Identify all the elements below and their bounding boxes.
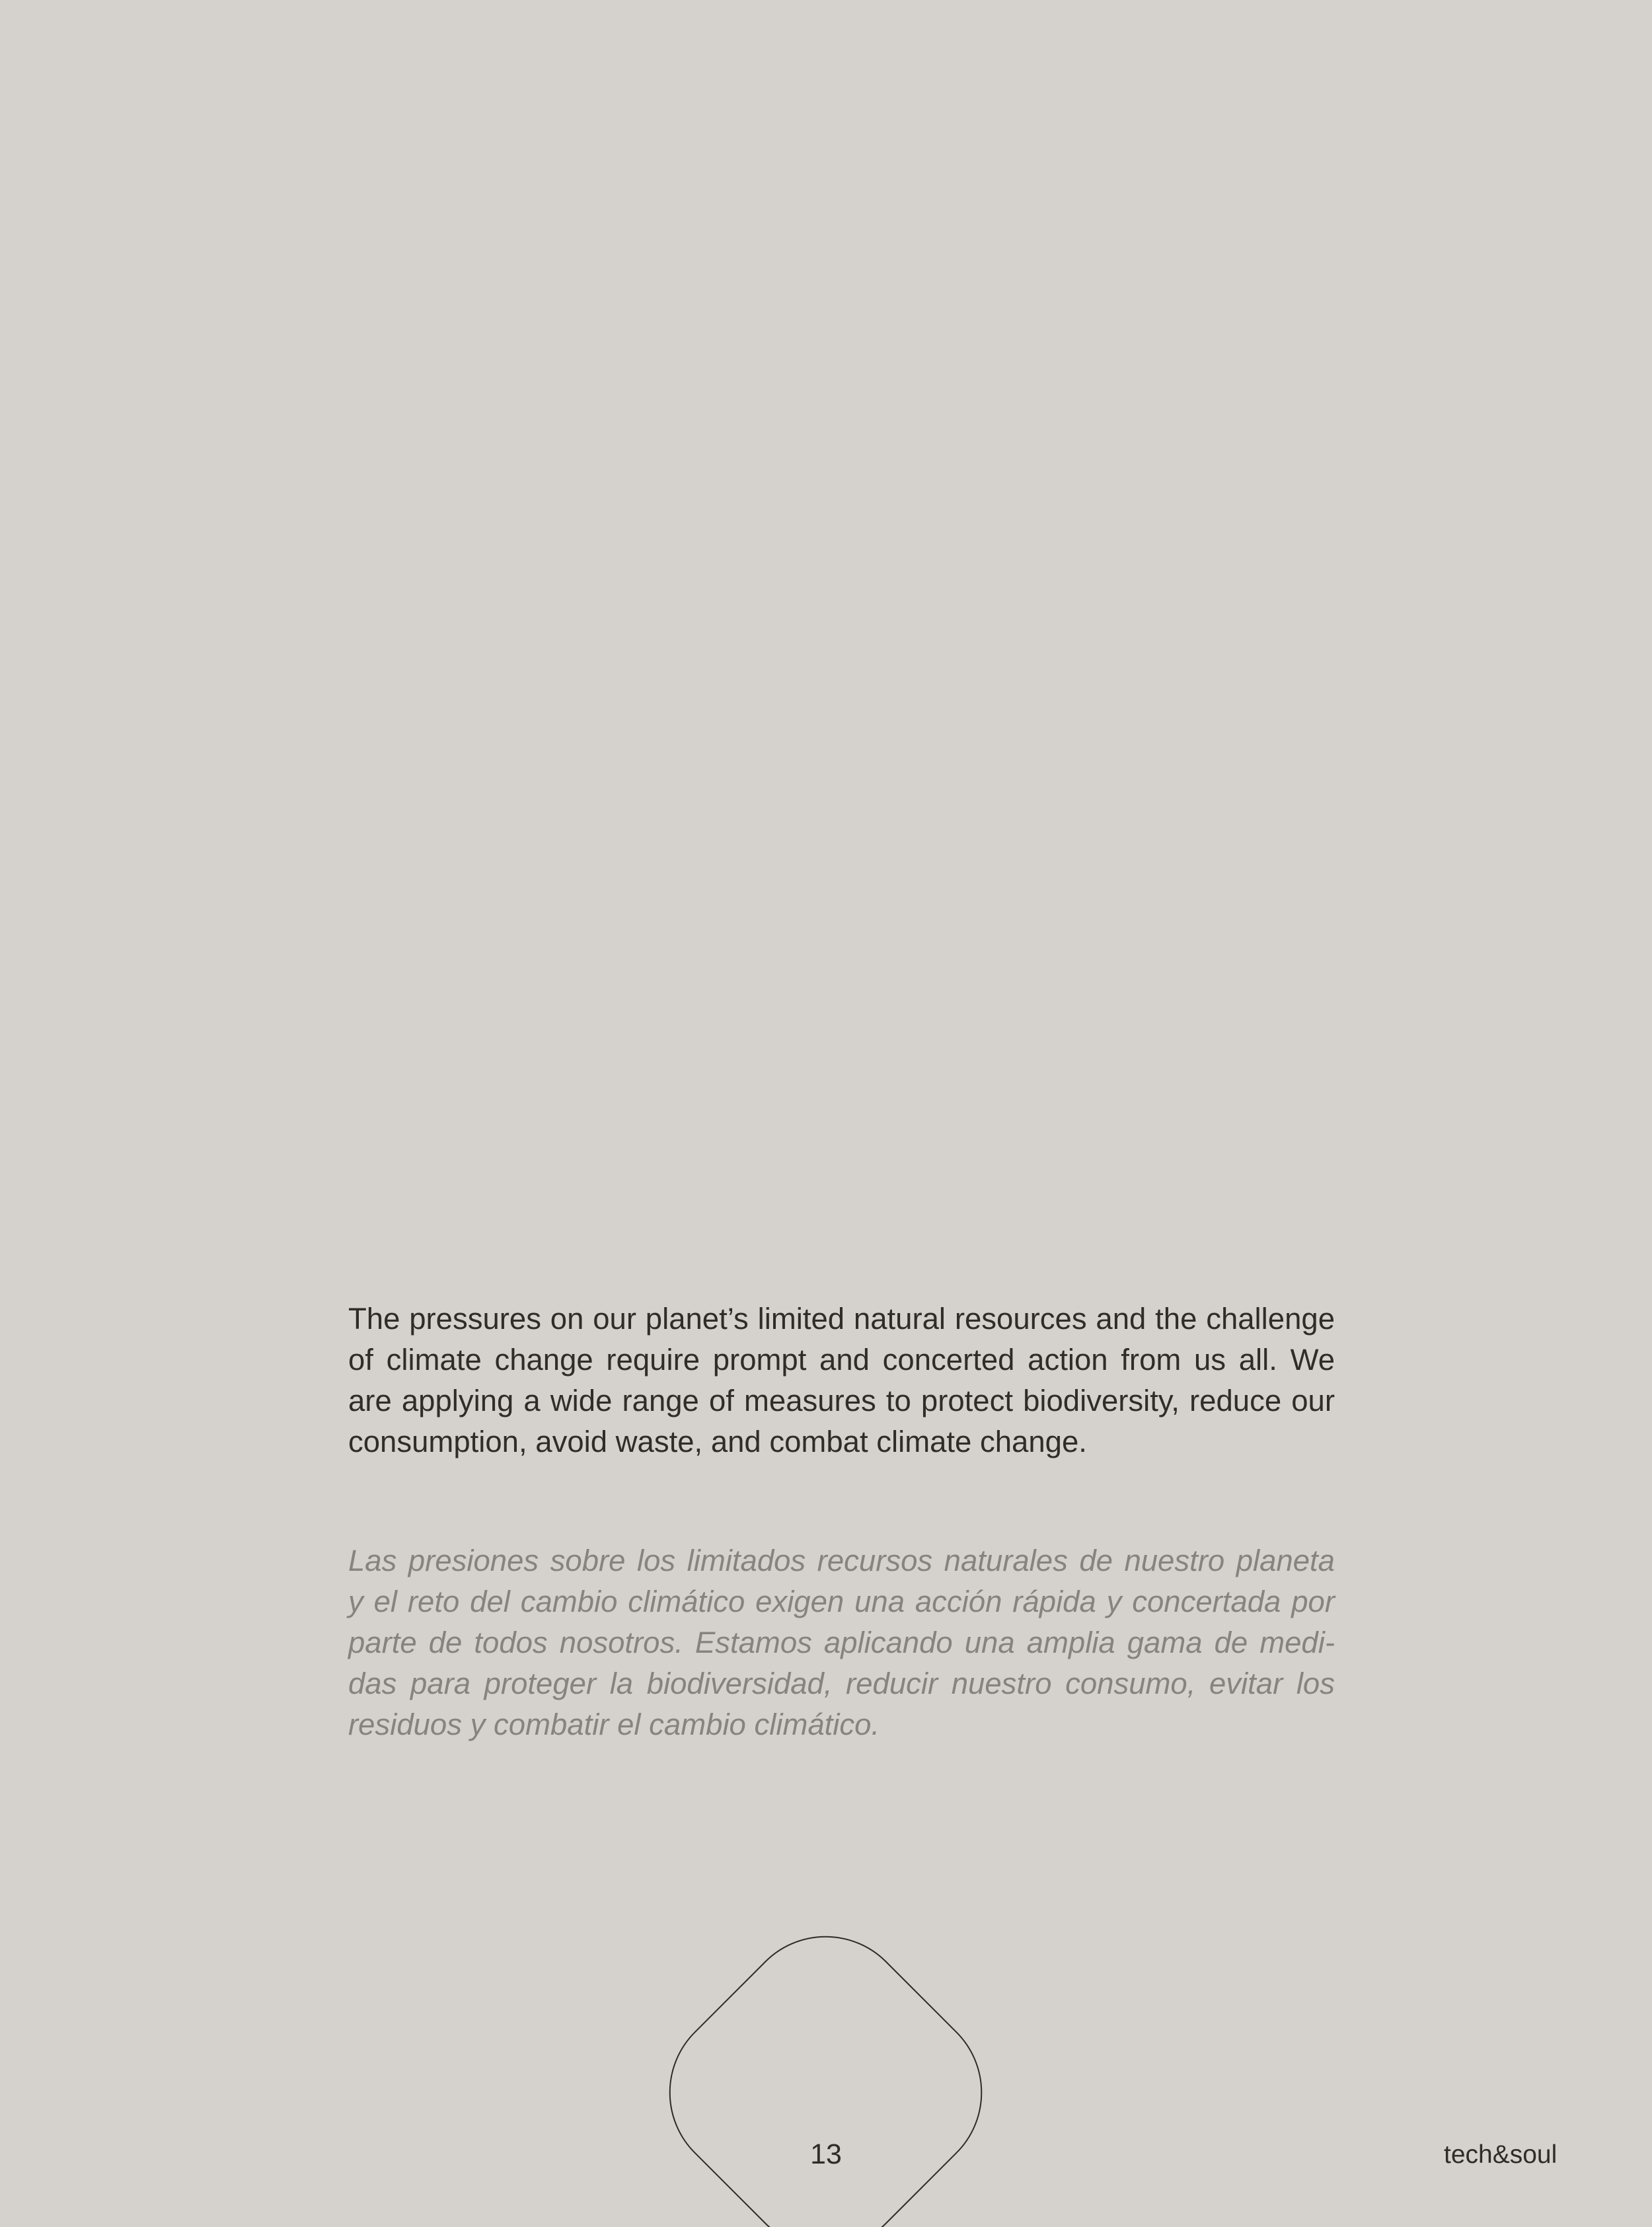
paragraph-line: Las presiones sobre los limitados recursos naturales de nuestro planeta [348,1544,1335,1577]
paragraph-line: residuos y combatir el cambio climático. [348,1708,880,1741]
paragraph-line: das para proteger la biodiversidad, reducir nuestro consumo, evitar los [348,1667,1335,1700]
paragraph-line: The pressures on our planet’s limited natural resources and the challenge [348,1302,1335,1336]
paragraph-line: consumption, avoid waste, and combat climate change. [348,1425,1087,1458]
english-paragraph [348,1299,1335,1462]
paragraph-line: of climate change require prompt and concerted action from us all. We [348,1343,1335,1377]
squircle-outline-shape [634,1901,1018,2227]
paragraph-line: y el reto del cambio climático exigen una acción rápida y concertada por [348,1585,1335,1618]
paragraph-line: parte de todos nosotros. Estamos aplicando una amplia gama de medi- [348,1626,1335,1659]
brand-mark: tech&soul [1444,2140,1558,2169]
page-number: 13 [810,2138,842,2170]
spanish-translation-paragraph [348,1540,1335,1745]
paragraph-line: are applying a wide range of measures to protect biodiversity, reduce our [348,1384,1335,1417]
